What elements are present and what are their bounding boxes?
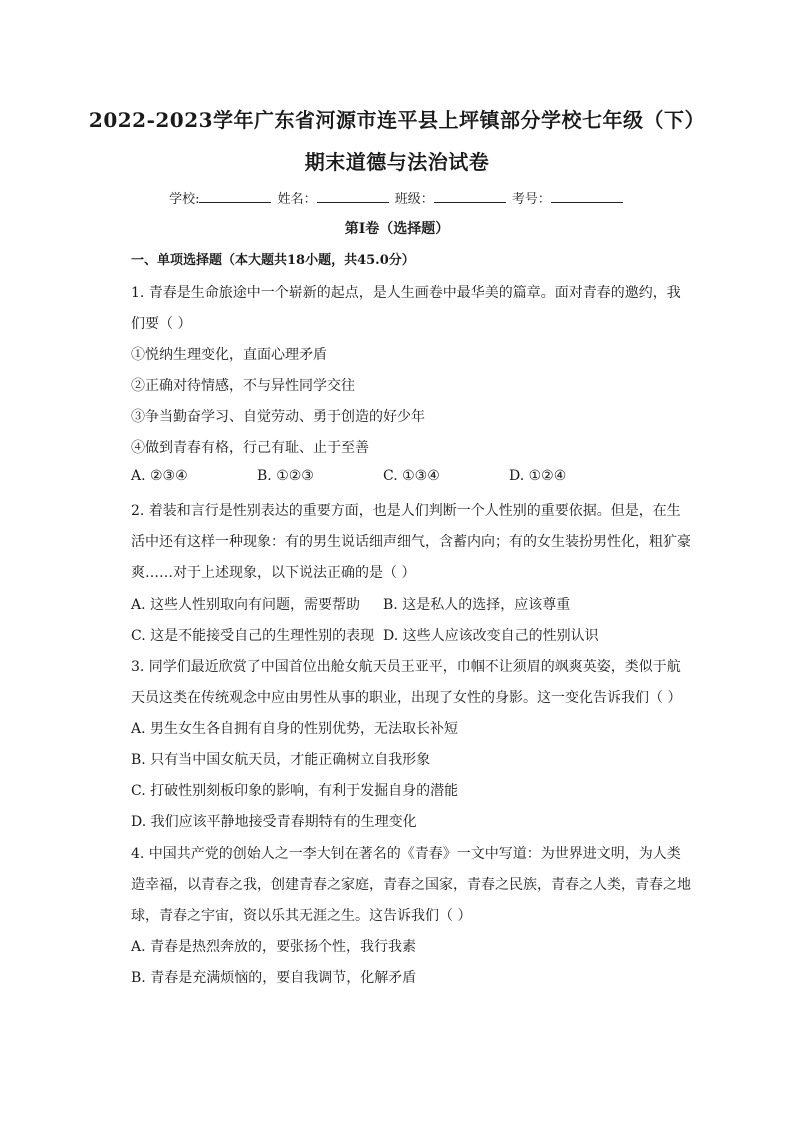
q2-option-a[interactable]: A. 这些人性别取向有问题，需要帮助 <box>131 597 361 613</box>
q1-option-d[interactable]: D. ①②④ <box>509 468 567 484</box>
q2-options-row1 <box>131 594 635 614</box>
name-blank <box>317 190 389 203</box>
student-info-row <box>0 188 794 207</box>
class-blank <box>434 190 506 203</box>
q1-options <box>131 468 635 484</box>
q3-option-c[interactable]: C. 打破性别刻板印象的影响，有利于发掘自身的潜能 <box>131 783 459 799</box>
part-heading: 一、单项选择题（本大题共18小题，共45.0分） <box>131 253 415 268</box>
q2-options-row2 <box>131 625 635 645</box>
q4-option-b[interactable]: B. 青春是充满烦恼的，要自我调节，化解矛盾 <box>131 970 417 986</box>
q1-statement-2: ②正确对待情感，不与异性同学交往 <box>131 378 355 394</box>
q3-option-a[interactable]: A. 男生女生各自拥有自身的性别优势，无法取长补短 <box>131 721 459 737</box>
q1-option-a[interactable]: A. ②③④ <box>131 468 188 484</box>
q2-stem-line3: 爽……对于上述现象，以下说法正确的是（ ） <box>131 565 416 581</box>
school-blank <box>199 190 271 203</box>
class-label: 班级： <box>394 192 434 207</box>
q1-statement-4: ④做到青春有格，行己有耻、止于至善 <box>131 440 369 456</box>
q3-stem-line1: 3. 同学们最近欣赏了中国首位出舱女航天员王亚平，巾帼不让须眉的飒爽英姿，类似于航 <box>131 659 681 675</box>
q2-option-b[interactable]: B. 这是私人的选择，应该尊重 <box>383 597 571 613</box>
q1-statement-1: ①悦纳生理变化，直面心理矛盾 <box>131 347 327 363</box>
q4-stem-line2: 造幸福，以青春之我，创建青春之家庭，青春之国家，青春之民族，青春之人类，青春之地 <box>131 877 691 893</box>
name-label: 姓名： <box>277 192 317 207</box>
exam-title-line2: 期末道德与法治试卷 <box>304 150 490 174</box>
q2-stem-line2: 活中还有这样一种现象：有的男生说话细声细气，含蓄内向；有的女生装扮男性化，粗犷豪 <box>131 534 691 550</box>
school-label: 学校: <box>169 192 200 207</box>
q4-stem-line1: 4. 中国共产党的创始人之一李大钊在著名的《青春》一文中写道：为世界进文明，为人类 <box>131 846 681 862</box>
q2-option-d[interactable]: D. 这些人应该改变自己的性别认识 <box>383 628 599 644</box>
q1-stem-line1: 1. 青春是生命旅途中一个崭新的起点，是人生画卷中最华美的篇章。面对青春的邀约，我 <box>131 285 681 301</box>
exam-no-blank <box>551 190 623 203</box>
q4-stem-line3: 球，青春之宇宙，资以乐其无涯之生。这告诉我们（ ） <box>131 908 472 924</box>
section-title: 第Ⅰ卷（选择题） <box>344 221 450 237</box>
q2-option-c[interactable]: C. 这是不能接受自己的生理性别的表现 <box>131 628 375 644</box>
q2-stem-line1: 2. 着装和言行是性别表达的重要方面，也是人们判断一个人性别的重要依据。但是，在生 <box>131 503 681 519</box>
q1-statement-3: ③争当勤奋学习、自觉劳动、勇于创造的好少年 <box>131 409 425 425</box>
q4-option-a[interactable]: A. 青春是热烈奔放的，要张扬个性，我行我素 <box>131 939 417 955</box>
exam-no-label: 考号： <box>511 192 551 207</box>
q1-option-b[interactable]: B. ①②③ <box>257 468 314 484</box>
q1-option-c[interactable]: C. ①③④ <box>383 468 440 484</box>
exam-title-line1: 2022-2023学年广东省河源市连平县上坪镇部分学校七年级（下） <box>88 108 706 132</box>
q3-option-b[interactable]: B. 只有当中国女航天员，才能正确树立自我形象 <box>131 752 431 768</box>
q3-option-d[interactable]: D. 我们应该平静地接受青春期特有的生理变化 <box>131 814 417 830</box>
q3-stem-line2: 天员这类在传统观念中应由男性从事的职业，出现了女性的身影。这一变化告诉我们（ ） <box>131 690 682 706</box>
q1-stem-line2: 们要（ ） <box>131 316 192 332</box>
